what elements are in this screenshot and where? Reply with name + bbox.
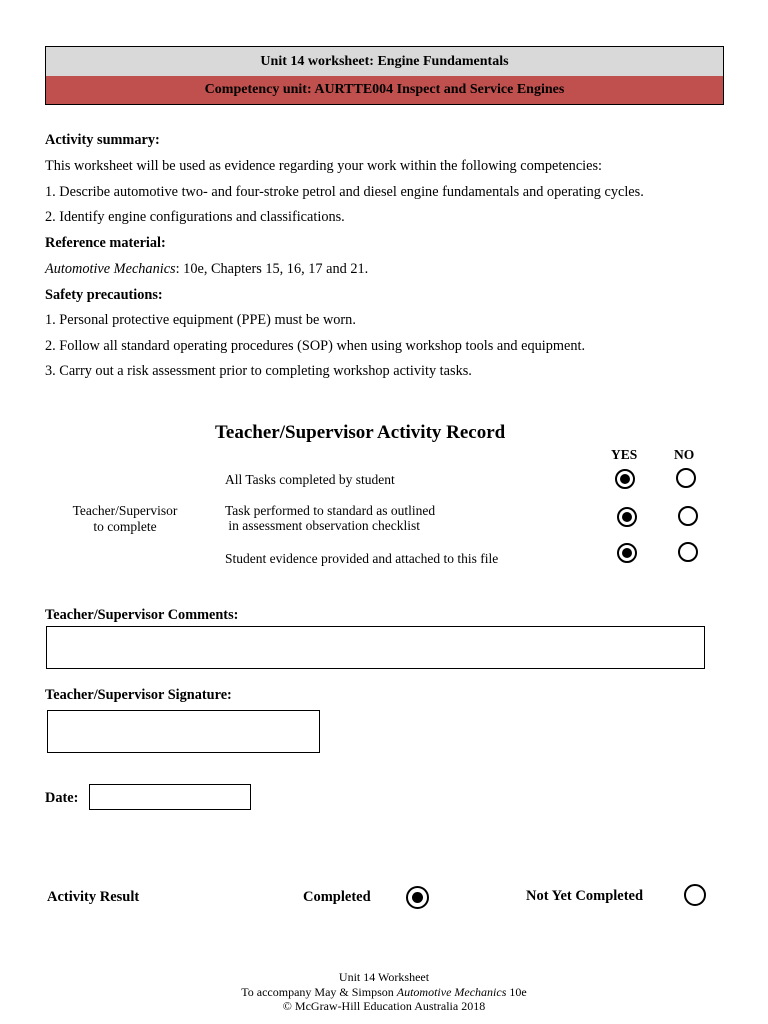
date-label: Date:: [45, 790, 79, 806]
footer-accompany: [0, 985, 768, 999]
competency-item-1: 1. Describe automotive two- and four-stroke petrol and diesel engine fundamentals and operating cycles.: [45, 184, 644, 200]
task-2-yes-radio[interactable]: [617, 507, 637, 527]
task-3-no-radio[interactable]: [678, 542, 698, 562]
safety-heading: Safety precautions:: [45, 287, 163, 303]
reference-text: [45, 260, 368, 278]
comments-field[interactable]: [46, 626, 705, 669]
reference-heading: Reference material:: [45, 235, 166, 251]
activity-record-title: Teacher/Supervisor Activity Record: [215, 422, 506, 443]
task-row-2-label: [225, 503, 435, 533]
footer-edition: 10e: [506, 985, 527, 999]
who-line-1: Teacher/Supervisor: [72, 503, 178, 518]
task-row-2-line-1: Task performed to standard as outlined: [225, 503, 436, 518]
task-3-yes-radio[interactable]: [617, 543, 637, 563]
activity-summary-intro: This worksheet will be used as evidence regarding your work within the following competencies:: [45, 158, 603, 174]
activity-result-label: Activity Result: [47, 889, 140, 905]
comments-label: Teacher/Supervisor Comments:: [45, 607, 239, 623]
not-yet-completed-radio[interactable]: [684, 884, 706, 906]
date-field[interactable]: [89, 784, 251, 810]
competency-item-2: 2. Identify engine configurations and classifications.: [45, 209, 345, 225]
reference-book-title: Automotive Mechanics: [45, 261, 176, 277]
completed-label: Completed: [303, 889, 371, 905]
competency-unit-banner: Competency unit: AURTTE004 Inspect and Service Engines: [45, 76, 724, 105]
no-column-header: NO: [674, 447, 695, 462]
not-yet-completed-label: Not Yet Completed: [526, 888, 644, 904]
signature-field[interactable]: [47, 710, 320, 753]
footer-book-title: Automotive Mechanics: [396, 985, 507, 999]
footer-accompany-prefix: To accompany May & Simpson: [241, 985, 397, 999]
task-row-2-line-2: in assessment observation checklist: [225, 518, 420, 533]
reference-detail: : 10e, Chapters 15, 16, 17 and 21.: [175, 261, 369, 277]
yes-column-header: YES: [611, 447, 638, 462]
safety-item-1: 1. Personal protective equipment (PPE) must be worn.: [45, 312, 356, 328]
task-1-yes-radio[interactable]: [615, 469, 635, 489]
activity-summary-heading: Activity summary:: [45, 132, 160, 148]
task-1-no-radio[interactable]: [676, 468, 696, 488]
signature-label: Teacher/Supervisor Signature:: [45, 687, 232, 703]
who-line-2: to complete: [93, 519, 157, 534]
footer-copyright: © McGraw-Hill Education Australia 2018: [282, 999, 486, 1013]
footer-unit: Unit 14 Worksheet: [338, 970, 430, 984]
teacher-to-complete-label: [50, 503, 200, 535]
task-row-3-label: Student evidence provided and attached to this file: [225, 551, 499, 566]
completed-radio[interactable]: [406, 886, 429, 909]
task-row-1-label: All Tasks completed by student: [225, 472, 395, 487]
safety-item-3: 3. Carry out a risk assessment prior to completing workshop activity tasks.: [45, 363, 472, 379]
worksheet-title: Unit 14 worksheet: Engine Fundamentals: [45, 46, 724, 77]
safety-item-2: 2. Follow all standard operating procedures (SOP) when using workshop tools and equipment.: [45, 338, 586, 354]
task-2-no-radio[interactable]: [678, 506, 698, 526]
